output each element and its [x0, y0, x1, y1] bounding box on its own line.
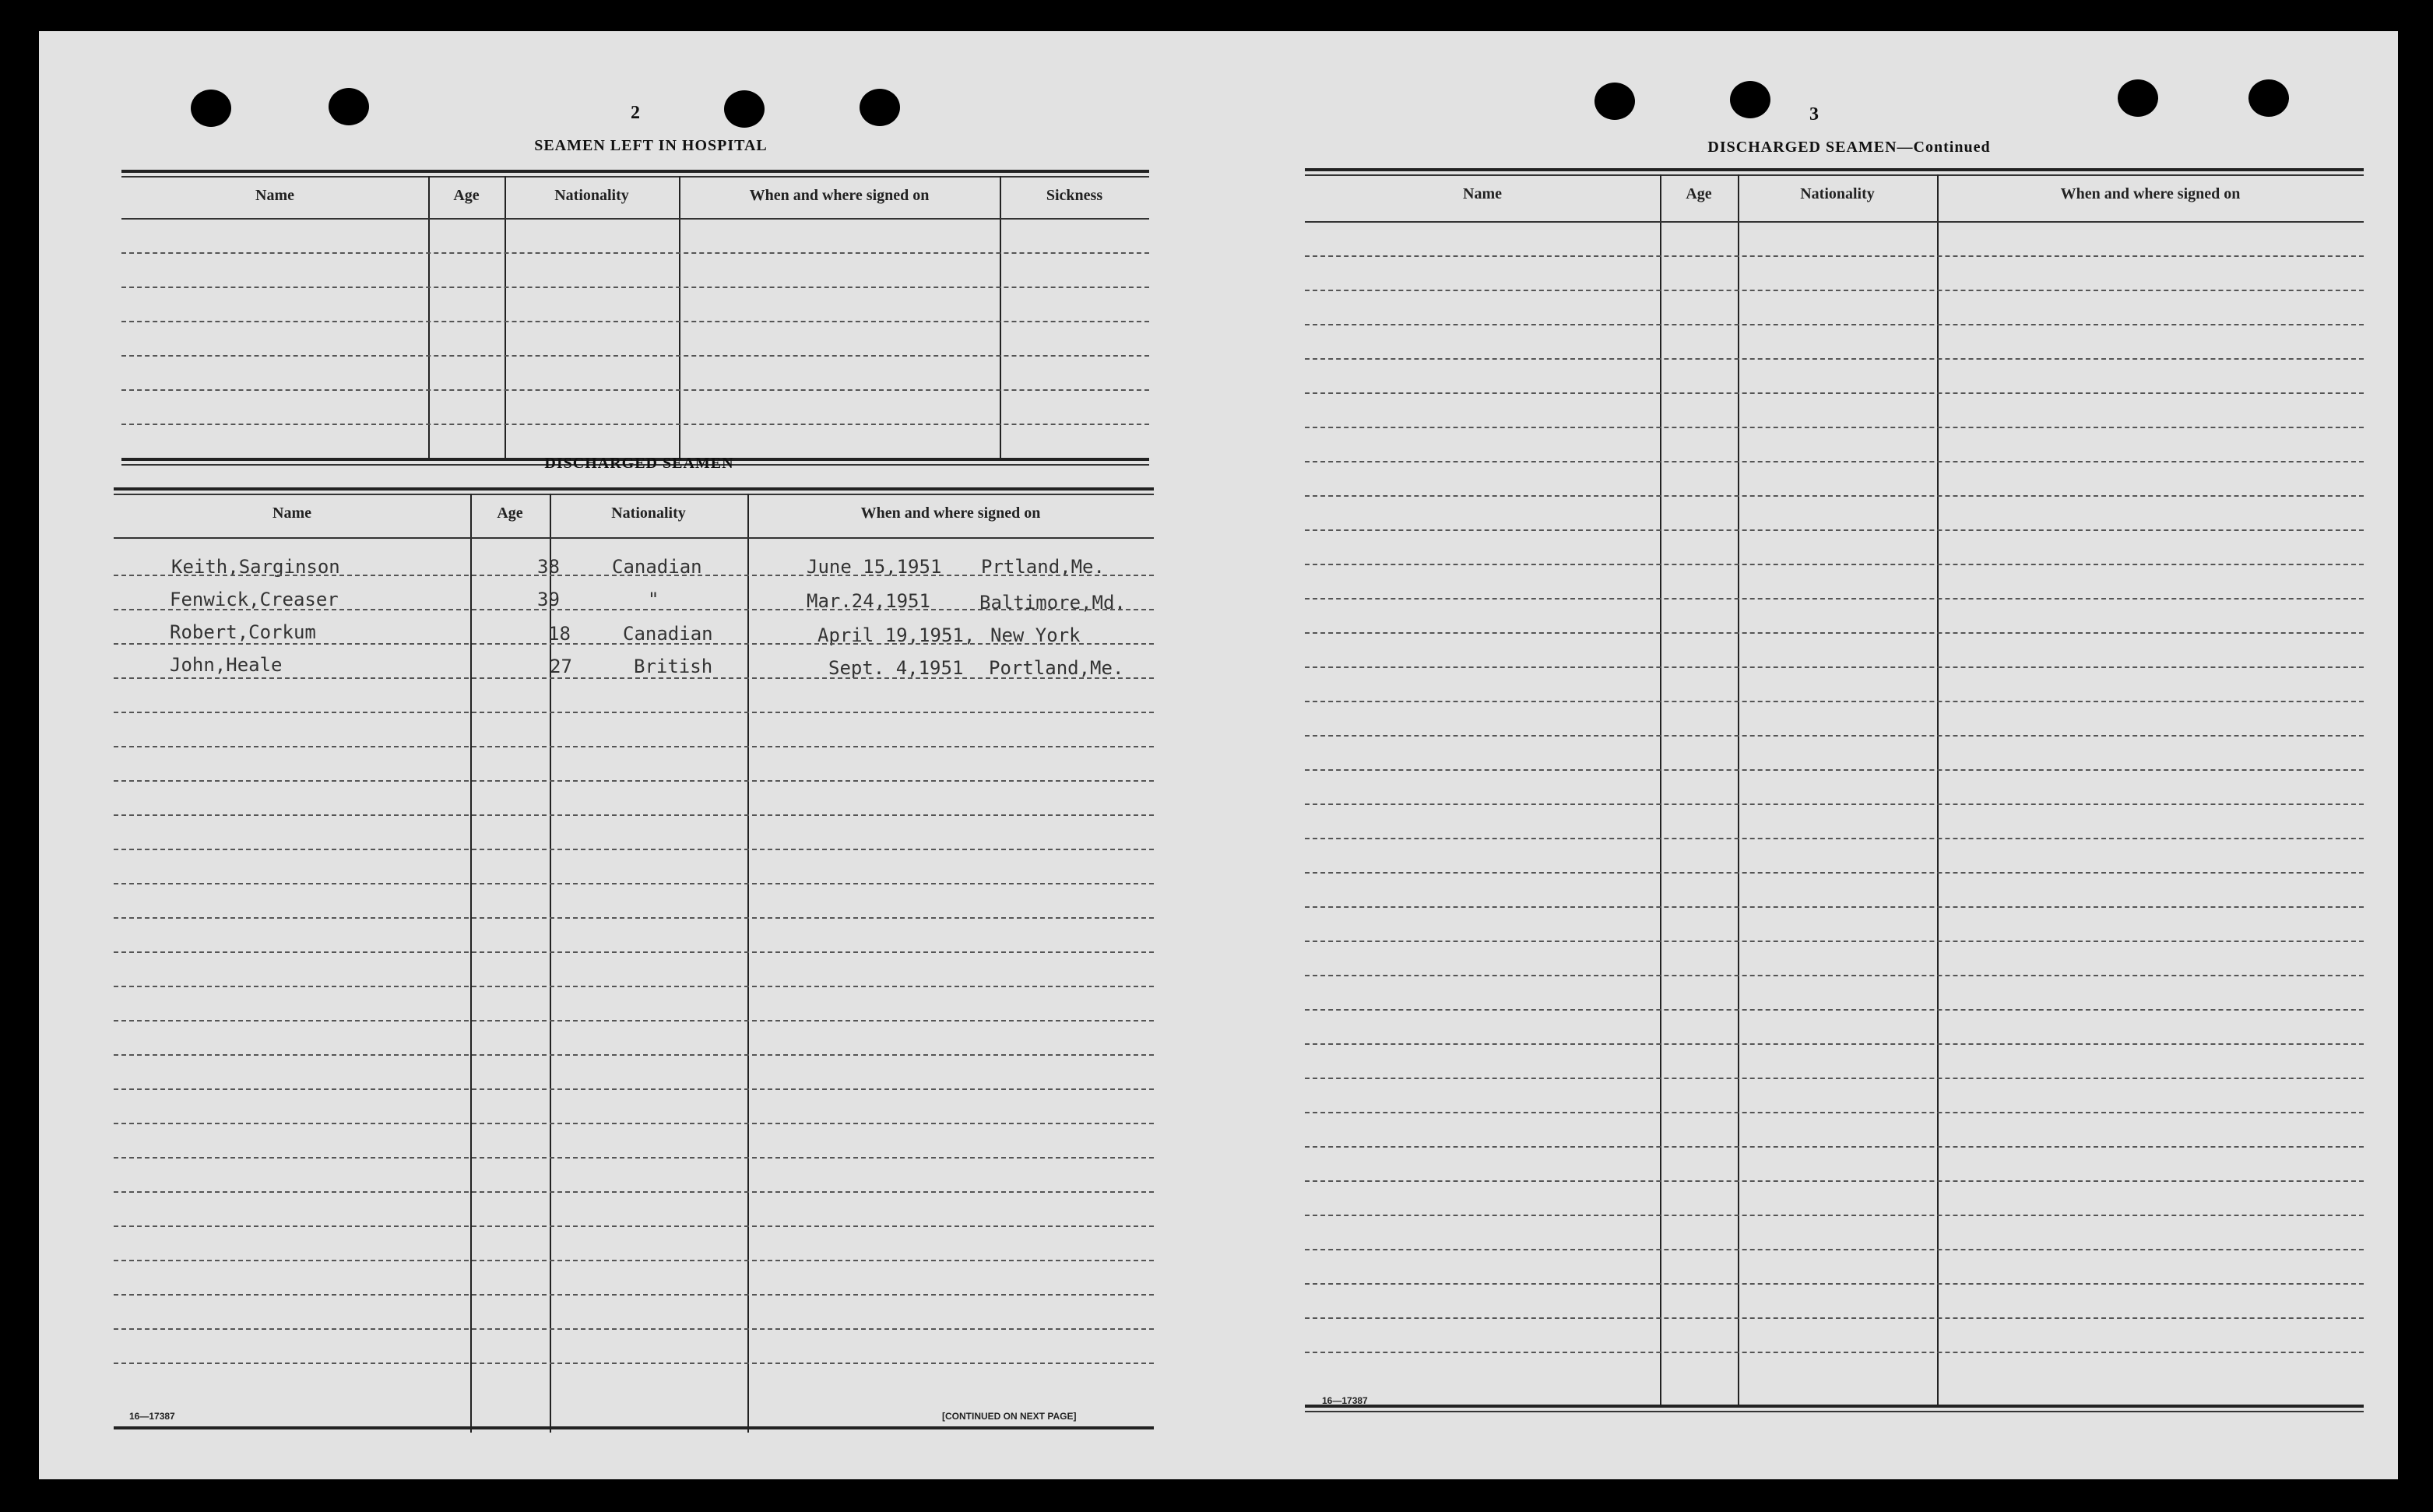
- col-header-name: Name: [255, 187, 294, 204]
- row-age: 27: [550, 656, 572, 677]
- row-place: Portland,Me.: [989, 657, 1124, 679]
- punch-hole: [1730, 81, 1770, 118]
- page-number-left: 2: [631, 103, 640, 123]
- row-age: 39: [537, 589, 560, 610]
- form-number-right: 16—17387: [1322, 1395, 1368, 1406]
- continued-note: [CONTINUED ON NEXT PAGE]: [942, 1411, 1077, 1422]
- hospital-table: [121, 165, 1149, 469]
- row-nationality: Canadian: [623, 623, 713, 645]
- row-nationality: ": [648, 589, 659, 610]
- row-date: Sept. 4,1951: [828, 657, 964, 679]
- ledger-sheet: [39, 31, 2398, 1479]
- punch-hole: [1594, 83, 1635, 120]
- row-place: Prtland,Me.: [981, 556, 1105, 578]
- row-name: John,Heale: [170, 654, 283, 676]
- row-date: June 15,1951: [807, 556, 942, 578]
- row-nationality: British: [634, 656, 713, 677]
- punch-hole: [2248, 79, 2289, 117]
- form-number-left: 16—17387: [129, 1411, 175, 1422]
- col-header-age: Age: [497, 505, 523, 522]
- col-header-sickness: Sickness: [1046, 187, 1103, 204]
- discharged-table-right: [1305, 164, 2364, 1419]
- col-header-name: Name: [272, 505, 311, 522]
- col-header-age: Age: [453, 187, 480, 204]
- col-header-nationality: Nationality: [1800, 185, 1875, 202]
- punch-hole: [329, 88, 369, 125]
- col-header-nationality: Nationality: [554, 187, 629, 204]
- col-header-name: Name: [1463, 185, 1502, 202]
- col-header-age: Age: [1686, 185, 1712, 202]
- row-name: Robert,Corkum: [170, 621, 316, 643]
- row-age: 38: [537, 556, 560, 578]
- punch-hole: [724, 90, 765, 128]
- col-header-when-where: When and where signed on: [749, 187, 930, 204]
- punch-hole: [191, 90, 231, 127]
- row-date: April 19,1951,: [817, 624, 976, 646]
- hospital-title: SEAMEN LEFT IN HOSPITAL: [534, 137, 768, 154]
- col-header-when-where: When and where signed on: [860, 505, 1041, 522]
- punch-hole: [2118, 79, 2158, 117]
- row-nationality: Canadian: [612, 556, 702, 578]
- row-date: Mar.24,1951: [807, 590, 930, 612]
- row-place: New York: [990, 624, 1081, 646]
- row-age: 18: [548, 623, 571, 645]
- row-name: Keith,Sarginson: [171, 556, 340, 578]
- row-place: Baltimore,Md.: [979, 592, 1126, 614]
- page-number-right: 3: [1809, 104, 1819, 125]
- discharged-continued-title: DISCHARGED SEAMEN—Continued: [1707, 139, 1991, 156]
- discharged-table-left: [114, 483, 1154, 1433]
- discharged-title: DISCHARGED SEAMEN: [544, 455, 734, 472]
- col-header-when-where: When and where signed on: [2060, 185, 2241, 202]
- row-name: Fenwick,Creaser: [170, 589, 339, 610]
- punch-hole: [860, 89, 900, 126]
- col-header-nationality: Nationality: [611, 505, 686, 522]
